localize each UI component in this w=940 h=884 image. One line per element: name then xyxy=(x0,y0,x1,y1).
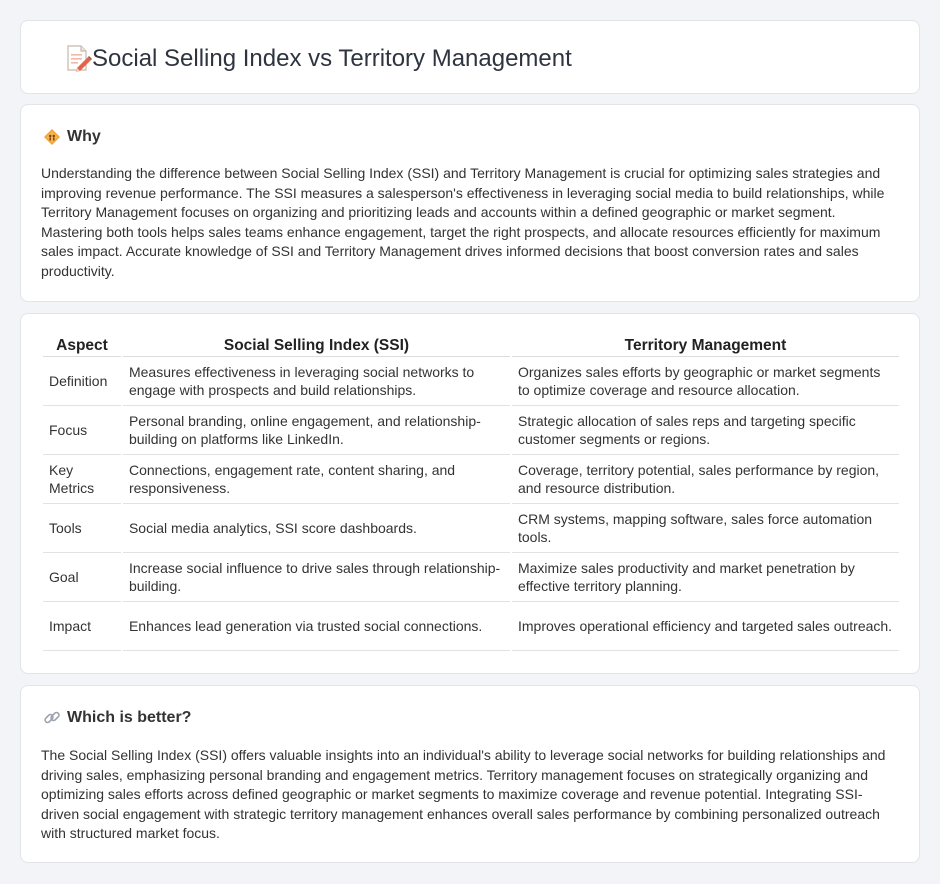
table-row xyxy=(43,504,899,553)
link-icon xyxy=(43,709,61,727)
road-sign-icon xyxy=(43,128,61,146)
header-aspect: Aspect xyxy=(43,334,121,357)
table-row xyxy=(43,406,899,455)
territory-cell: Improves operational efficiency and targeted sales outreach. xyxy=(512,602,899,651)
aspect-cell: Impact xyxy=(43,602,121,651)
territory-cell: Strategic allocation of sales reps and targeting specific customer segments or regions. xyxy=(512,406,899,455)
better-header xyxy=(43,708,191,728)
better-heading: Which is better? xyxy=(67,709,192,726)
aspect-cell: Goal xyxy=(43,553,121,602)
why-section xyxy=(20,104,920,302)
ssi-cell: Personal branding, online engagement, and relationship-building on platforms like LinkedIn. xyxy=(123,406,510,455)
comparison-card xyxy=(20,313,920,674)
table-row xyxy=(43,455,899,504)
territory-cell: Coverage, territory potential, sales performance by region, and resource distribution. xyxy=(512,455,899,504)
territory-cell: Maximize sales productivity and market penetration by effective territory planning. xyxy=(512,553,899,602)
why-header xyxy=(43,127,101,147)
table-row xyxy=(43,602,899,651)
ssi-cell: Social media analytics, SSI score dashboards. xyxy=(123,504,510,553)
header-ssi: Social Selling Index (SSI) xyxy=(123,334,510,357)
aspect-cell: Focus xyxy=(43,406,121,455)
ssi-cell: Measures effectiveness in leveraging social networks to engage with prospects and build relationships. xyxy=(123,357,510,406)
ssi-cell: Connections, engagement rate, content sharing, and responsiveness. xyxy=(123,455,510,504)
territory-cell: Organizes sales efforts by geographic or market segments to optimize coverage and resource allocation. xyxy=(512,357,899,406)
title-card xyxy=(20,20,920,94)
ssi-cell: Increase social influence to drive sales through relationship-building. xyxy=(123,553,510,602)
why-heading: Why xyxy=(67,128,101,145)
territory-cell: CRM systems, mapping software, sales force automation tools. xyxy=(512,504,899,553)
table-row xyxy=(43,553,899,602)
comparison-table xyxy=(41,334,901,651)
table-header-row xyxy=(43,334,899,357)
aspect-cell: Key Metrics xyxy=(43,455,121,504)
document-pencil-icon xyxy=(64,44,94,74)
header-territory: Territory Management xyxy=(512,334,899,357)
page-title: Social Selling Index vs Territory Management xyxy=(92,45,572,72)
why-paragraph: Understanding the difference between Social Selling Index (SSI) and Territory Management is crucial for optimizing sales strategies and improving revenue performance. The SSI measures a salesperson's effectiveness in leveraging social media to build relationships, while Territory Management focuses on organizing and prioritizing leads and accounts within a defined geographic or market segment. Mastering both tools helps sales teams enhance engagement, target the right prospects, and allocate resources efficiently for maximum sales impact. Accurate knowledge of SSI and Territory Management drives informed decisions that boost conversion rates and sales productivity. xyxy=(41,165,885,279)
aspect-cell: Tools xyxy=(43,504,121,553)
ssi-cell: Enhances lead generation via trusted social connections. xyxy=(123,602,510,651)
better-paragraph: The Social Selling Index (SSI) offers valuable insights into an individual's ability to leverage social networks for building relationships and driving sales, emphasizing personal branding and engagement metrics. Territory management focuses on strategically organizing and optimizing sales efforts across defined geographic or market segments to maximize coverage and revenue potential. Integrating SSI-driven social engagement with strategic territory management enhances overall sales performance by combining personalized outreach with structured market focus. xyxy=(41,747,886,841)
aspect-cell: Definition xyxy=(43,357,121,406)
table-row xyxy=(43,357,899,406)
which-better-section xyxy=(20,685,920,863)
